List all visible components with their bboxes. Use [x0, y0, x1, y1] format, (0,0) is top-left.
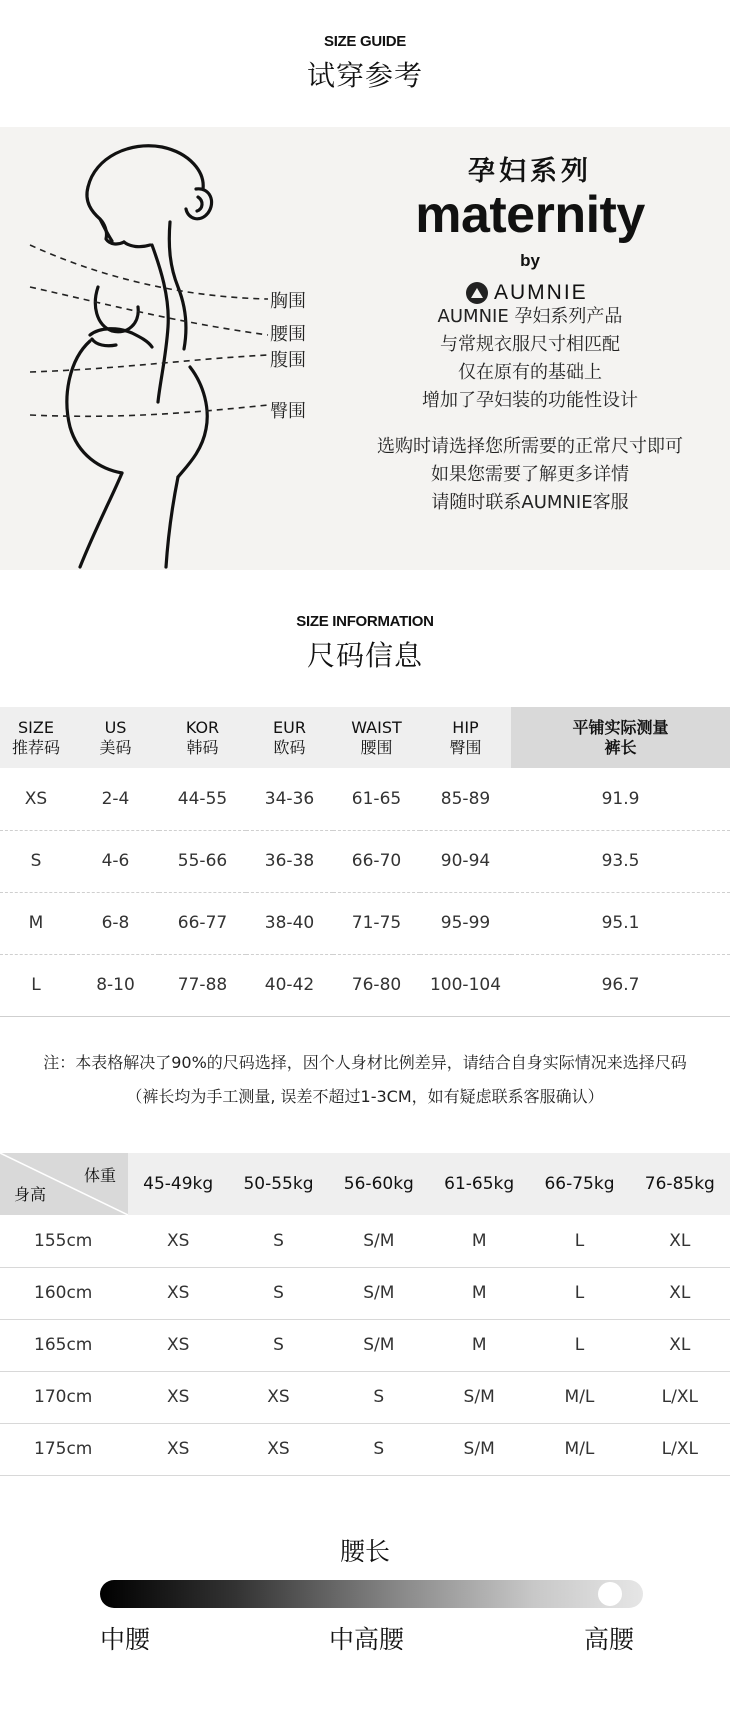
header-size: SIZE 推荐码 — [0, 707, 72, 768]
cell-kor: 77-88 — [159, 954, 246, 1016]
cell-size: XS — [228, 1371, 328, 1423]
size-info-en: SIZE INFORMATION — [296, 613, 434, 630]
measure-label-belly: 腹围 — [270, 350, 306, 371]
aumnie-logo — [466, 281, 588, 305]
cell-size: S — [228, 1267, 328, 1319]
description-block-1 — [360, 303, 700, 415]
cell-size: XL — [630, 1319, 730, 1371]
cell-size: XS — [128, 1215, 228, 1267]
cell-size: S — [228, 1319, 328, 1371]
table-row — [0, 1215, 730, 1267]
cell-us: 4-6 — [72, 830, 159, 892]
cell-us: 8-10 — [72, 954, 159, 1016]
cell-length: 91.9 — [511, 768, 730, 830]
table-row — [0, 892, 730, 954]
table-row — [0, 1319, 730, 1371]
weight-height-table — [0, 1153, 730, 1476]
cell-size: XS — [128, 1267, 228, 1319]
cell-size: S/M — [329, 1215, 429, 1267]
measure-label-hip: 臀围 — [270, 401, 306, 422]
weight-header: 61-65kg — [429, 1153, 529, 1215]
waist-label-high: 高腰 — [584, 1625, 635, 1654]
header-kor: KOR 韩码 — [159, 707, 246, 768]
pregnant-figure-illustration — [0, 127, 360, 570]
cell-size: XS — [0, 768, 72, 830]
cell-size: L — [529, 1267, 629, 1319]
desc-line: AUMNIE 孕妇系列产品 — [437, 306, 623, 327]
table-row — [0, 1371, 730, 1423]
header-waist: WAIST 腰围 — [333, 707, 420, 768]
cell-height: 160cm — [0, 1267, 128, 1319]
weight-header-row — [0, 1153, 730, 1215]
corner-height-label: 身高 — [14, 1185, 47, 1204]
cell-size: XS — [128, 1371, 228, 1423]
desc-line: 如果您需要了解更多详情 — [431, 464, 629, 485]
logo-text: AUMNIE — [494, 281, 588, 304]
cell-hip: 100-104 — [420, 954, 511, 1016]
cell-waist: 66-70 — [333, 830, 420, 892]
waist-length-title: 腰长 — [339, 1537, 390, 1566]
desc-line: 仅在原有的基础上 — [458, 362, 602, 383]
desc-line: 请随时联系AUMNIE客服 — [431, 492, 629, 513]
header-us: US 美码 — [72, 707, 159, 768]
cell-size: XS — [128, 1319, 228, 1371]
cell-height: 165cm — [0, 1319, 128, 1371]
cell-length: 95.1 — [511, 892, 730, 954]
header-length: 平铺实际测量 裤长 — [511, 707, 730, 768]
cell-size: M — [429, 1215, 529, 1267]
brand-title-en: maternity — [415, 186, 645, 244]
waist-label-mid: 中腰 — [100, 1625, 151, 1654]
description-block-2 — [355, 433, 705, 517]
cell-size: S/M — [429, 1423, 529, 1475]
size-table-header-row — [0, 707, 730, 768]
cell-height: 175cm — [0, 1423, 128, 1475]
waist-length-gradient-bar — [100, 1580, 643, 1608]
note-line-1: 注：本表格解决了90%的尺码选择，因个人身材比例差异，请结合自身实际情况来选择尺码 — [43, 1053, 687, 1072]
waist-label-mid-high: 中高腰 — [329, 1625, 405, 1654]
cell-size: L/XL — [630, 1423, 730, 1475]
waist-length-indicator — [598, 1582, 622, 1606]
cell-size: S — [329, 1423, 429, 1475]
note-line-2: （裤长均为手工测量, 误差不超过1-3CM，如有疑虑联系客服确认） — [126, 1087, 604, 1106]
cell-size: S/M — [329, 1319, 429, 1371]
cell-us: 6-8 — [72, 892, 159, 954]
cell-kor: 66-77 — [159, 892, 246, 954]
cell-kor: 55-66 — [159, 830, 246, 892]
weight-header: 50-55kg — [228, 1153, 328, 1215]
cell-size: L — [0, 954, 72, 1016]
cell-size: S — [228, 1215, 328, 1267]
cell-height: 170cm — [0, 1371, 128, 1423]
cell-size: XL — [630, 1215, 730, 1267]
cell-size: L — [529, 1319, 629, 1371]
weight-header: 45-49kg — [128, 1153, 228, 1215]
table-row — [0, 768, 730, 830]
cell-kor: 44-55 — [159, 768, 246, 830]
cell-hip: 90-94 — [420, 830, 511, 892]
table-row — [0, 1423, 730, 1475]
table-row — [0, 1267, 730, 1319]
cell-size: XS — [228, 1423, 328, 1475]
cell-size: S — [0, 830, 72, 892]
cell-size: M — [0, 892, 72, 954]
brand-by: by — [520, 251, 540, 270]
table-row — [0, 954, 730, 1016]
cell-length: 93.5 — [511, 830, 730, 892]
weight-header: 56-60kg — [329, 1153, 429, 1215]
cell-length: 96.7 — [511, 954, 730, 1016]
logo-mark-icon — [466, 282, 488, 304]
weight-header: 66-75kg — [529, 1153, 629, 1215]
size-guide-en: SIZE GUIDE — [323, 33, 406, 50]
cell-eur: 38-40 — [246, 892, 333, 954]
cell-size: L/XL — [630, 1371, 730, 1423]
cell-us: 2-4 — [72, 768, 159, 830]
cell-size: S — [329, 1371, 429, 1423]
cell-waist: 71-75 — [333, 892, 420, 954]
maternity-hero — [0, 127, 730, 570]
brand-title-cn: 孕妇系列 — [468, 156, 592, 187]
cell-size: M — [429, 1319, 529, 1371]
size-info-cn: 尺码信息 — [306, 639, 423, 672]
cell-size: M/L — [529, 1423, 629, 1475]
size-guide-cn: 试穿参考 — [306, 59, 423, 92]
cell-size: M/L — [529, 1371, 629, 1423]
cell-size: S/M — [429, 1371, 529, 1423]
size-guide-heading — [0, 33, 730, 94]
cell-eur: 40-42 — [246, 954, 333, 1016]
cell-size: M — [429, 1267, 529, 1319]
cell-hip: 85-89 — [420, 768, 511, 830]
cell-waist: 61-65 — [333, 768, 420, 830]
cell-eur: 34-36 — [246, 768, 333, 830]
cell-eur: 36-38 — [246, 830, 333, 892]
cell-hip: 95-99 — [420, 892, 511, 954]
weight-header: 76-85kg — [630, 1153, 730, 1215]
size-table — [0, 707, 730, 1017]
header-eur: EUR 欧码 — [246, 707, 333, 768]
desc-line: 增加了孕妇装的功能性设计 — [422, 390, 638, 411]
cell-size: XL — [630, 1267, 730, 1319]
corner-cell — [0, 1153, 128, 1215]
desc-line: 选购时请选择您所需要的正常尺寸即可 — [377, 436, 683, 457]
cell-size: S/M — [329, 1267, 429, 1319]
cell-height: 155cm — [0, 1215, 128, 1267]
cell-size: XS — [128, 1423, 228, 1475]
cell-size: L — [529, 1215, 629, 1267]
cell-waist: 76-80 — [333, 954, 420, 1016]
header-hip: HIP 臀围 — [420, 707, 511, 768]
measure-label-chest: 胸围 — [270, 291, 306, 312]
size-info-heading — [0, 613, 730, 674]
corner-weight-label: 体重 — [83, 1166, 116, 1185]
table-row — [0, 830, 730, 892]
measure-label-waist: 腰围 — [270, 324, 306, 345]
desc-line: 与常规衣服尺寸相匹配 — [440, 334, 620, 355]
